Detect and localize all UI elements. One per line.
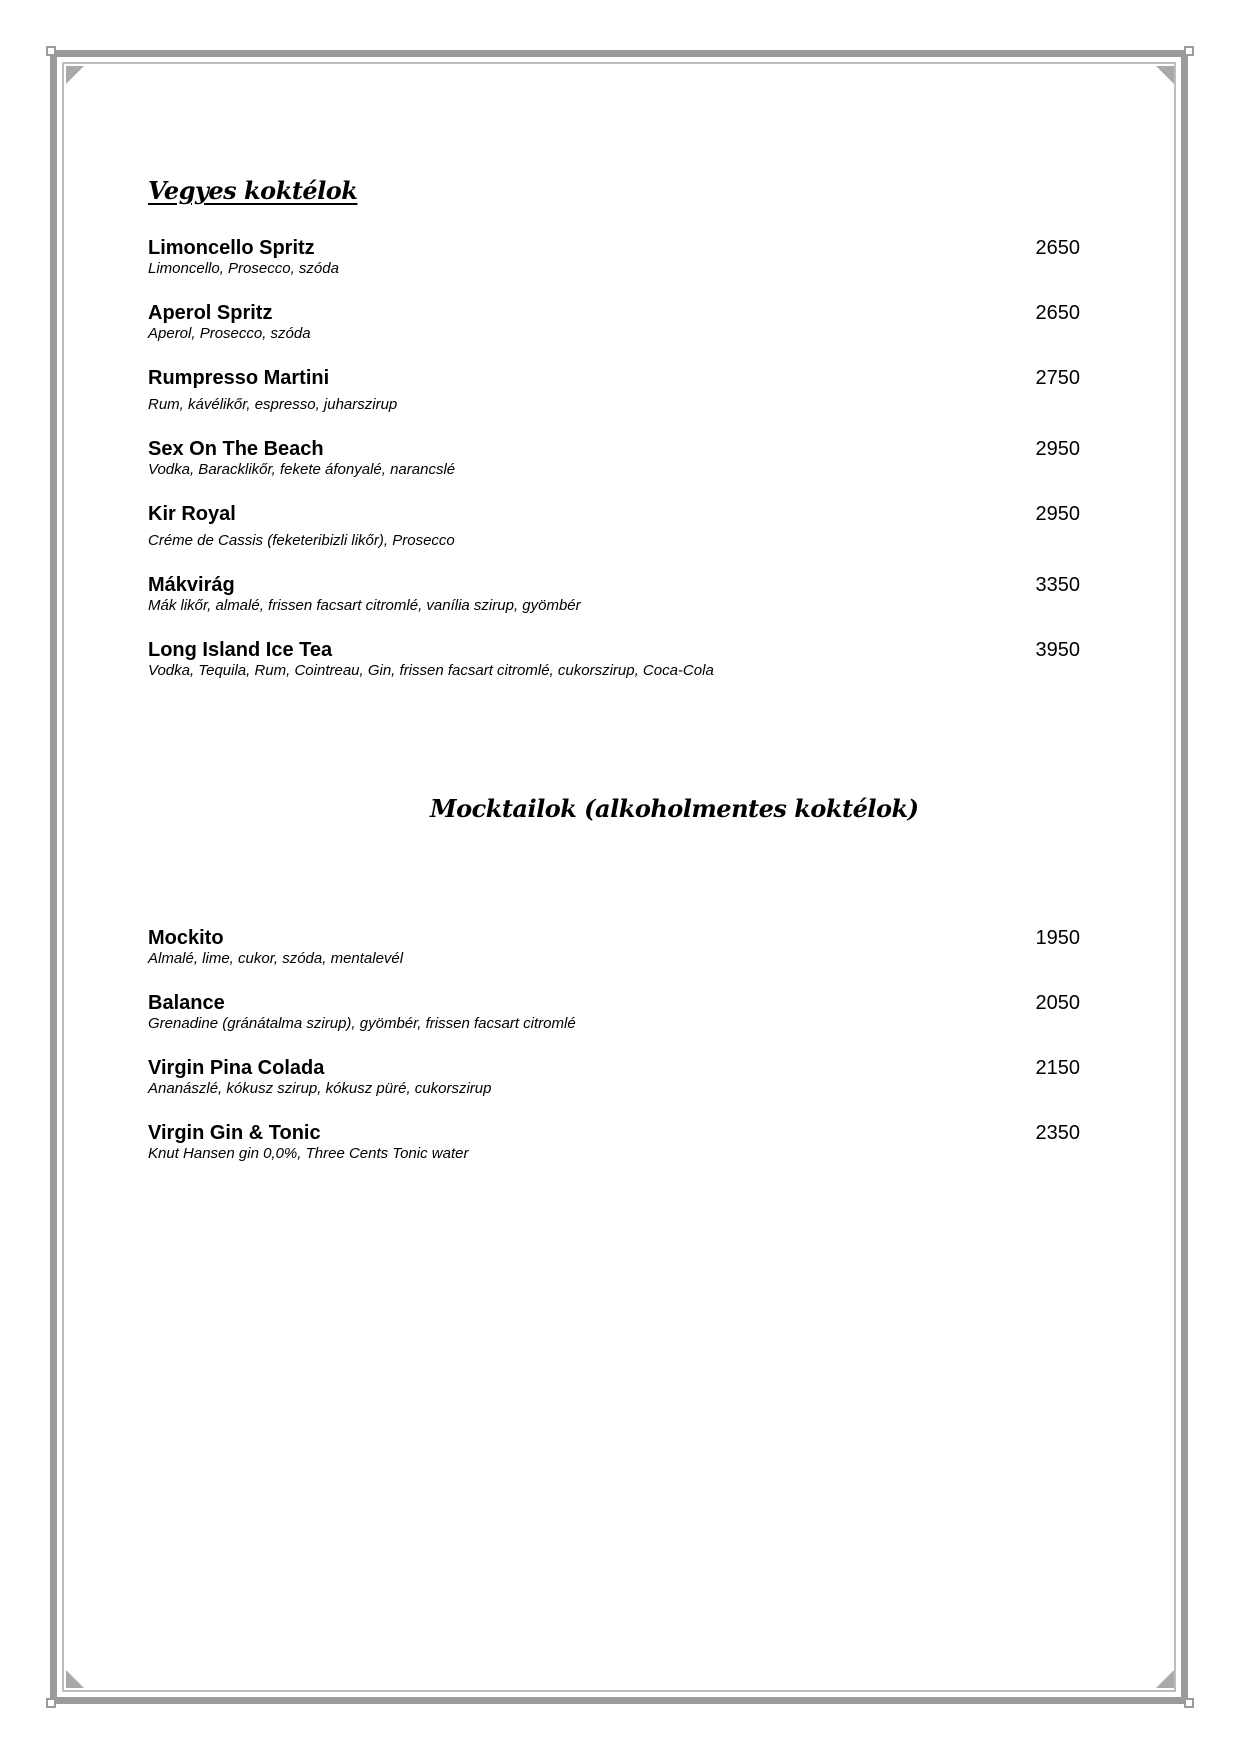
item-description: Vodka, Baracklikőr, fekete áfonyalé, narancslé	[148, 461, 456, 478]
menu-item	[148, 991, 1080, 1056]
item-price: 2650	[1035, 302, 1080, 324]
corner-triangle-decoration	[66, 66, 84, 84]
item-description: Almalé, lime, cukor, szóda, mentalevél	[148, 950, 404, 967]
item-description: Ananászlé, kókusz szirup, kókusz püré, cukorszirup	[148, 1080, 492, 1097]
menu-item	[148, 437, 1080, 502]
item-price: 2150	[1035, 1057, 1080, 1079]
item-price: 2050	[1035, 992, 1080, 1014]
corner-square-decoration	[46, 46, 56, 56]
item-description: Créme de Cassis (feketeribizli likőr), Prosecco	[148, 532, 455, 549]
item-description: Rum, kávélikőr, espresso, juharszirup	[148, 396, 398, 413]
corner-triangle-decoration	[1156, 66, 1174, 84]
item-description: Knut Hansen gin 0,0%, Three Cents Tonic water	[148, 1145, 469, 1162]
menu-item	[148, 366, 1080, 437]
item-price: 3950	[1035, 639, 1080, 661]
item-name: Limoncello Spritz	[148, 237, 315, 259]
section-title: Vegyes koktélok	[148, 176, 358, 205]
menu-list	[148, 926, 1080, 1186]
item-name: Rumpresso Martini	[148, 367, 330, 389]
menu-item	[148, 236, 1080, 301]
corner-square-decoration	[1184, 46, 1194, 56]
item-name: Aperol Spritz	[148, 302, 273, 324]
corner-triangle-decoration	[1156, 1670, 1174, 1688]
corner-triangle-decoration	[66, 1670, 84, 1688]
corner-square-decoration	[46, 1698, 56, 1708]
item-description: Vodka, Tequila, Rum, Cointreau, Gin, frissen facsart citromlé, cukorszirup, Coca-Cola	[148, 662, 714, 679]
item-description: Limoncello, Prosecco, szóda	[148, 260, 339, 277]
menu-item	[148, 1056, 1080, 1121]
item-name: Virgin Gin & Tonic	[148, 1122, 321, 1144]
item-price: 2350	[1035, 1122, 1080, 1144]
menu-list	[148, 236, 1080, 703]
corner-square-decoration	[1184, 1698, 1194, 1708]
item-description: Aperol, Prosecco, szóda	[148, 325, 311, 342]
item-name: Mákvirág	[148, 574, 235, 596]
item-description: Grenadine (gránátalma szirup), gyömbér, frissen facsart citromlé	[148, 1015, 576, 1032]
item-name: Kir Royal	[148, 503, 236, 525]
item-price: 2650	[1035, 237, 1080, 259]
item-name: Mockito	[148, 927, 224, 949]
section-title: Mocktailok (alkoholmentes koktélok)	[430, 794, 919, 823]
item-price: 2950	[1035, 438, 1080, 460]
menu-item	[148, 573, 1080, 638]
item-name: Long Island Ice Tea	[148, 639, 333, 661]
item-name: Sex On The Beach	[148, 438, 324, 460]
item-description: Mák likőr, almalé, frissen facsart citromlé, vanília szirup, gyömbér	[148, 597, 581, 614]
menu-item	[148, 301, 1080, 366]
item-price: 1950	[1035, 927, 1080, 949]
item-price: 2750	[1035, 367, 1080, 389]
item-name: Balance	[148, 992, 225, 1014]
menu-item	[148, 502, 1080, 573]
item-name: Virgin Pina Colada	[148, 1057, 325, 1079]
menu-item	[148, 638, 1080, 703]
item-price: 3350	[1035, 574, 1080, 596]
item-price: 2950	[1035, 503, 1080, 525]
menu-item	[148, 1121, 1080, 1186]
menu-item	[148, 926, 1080, 991]
